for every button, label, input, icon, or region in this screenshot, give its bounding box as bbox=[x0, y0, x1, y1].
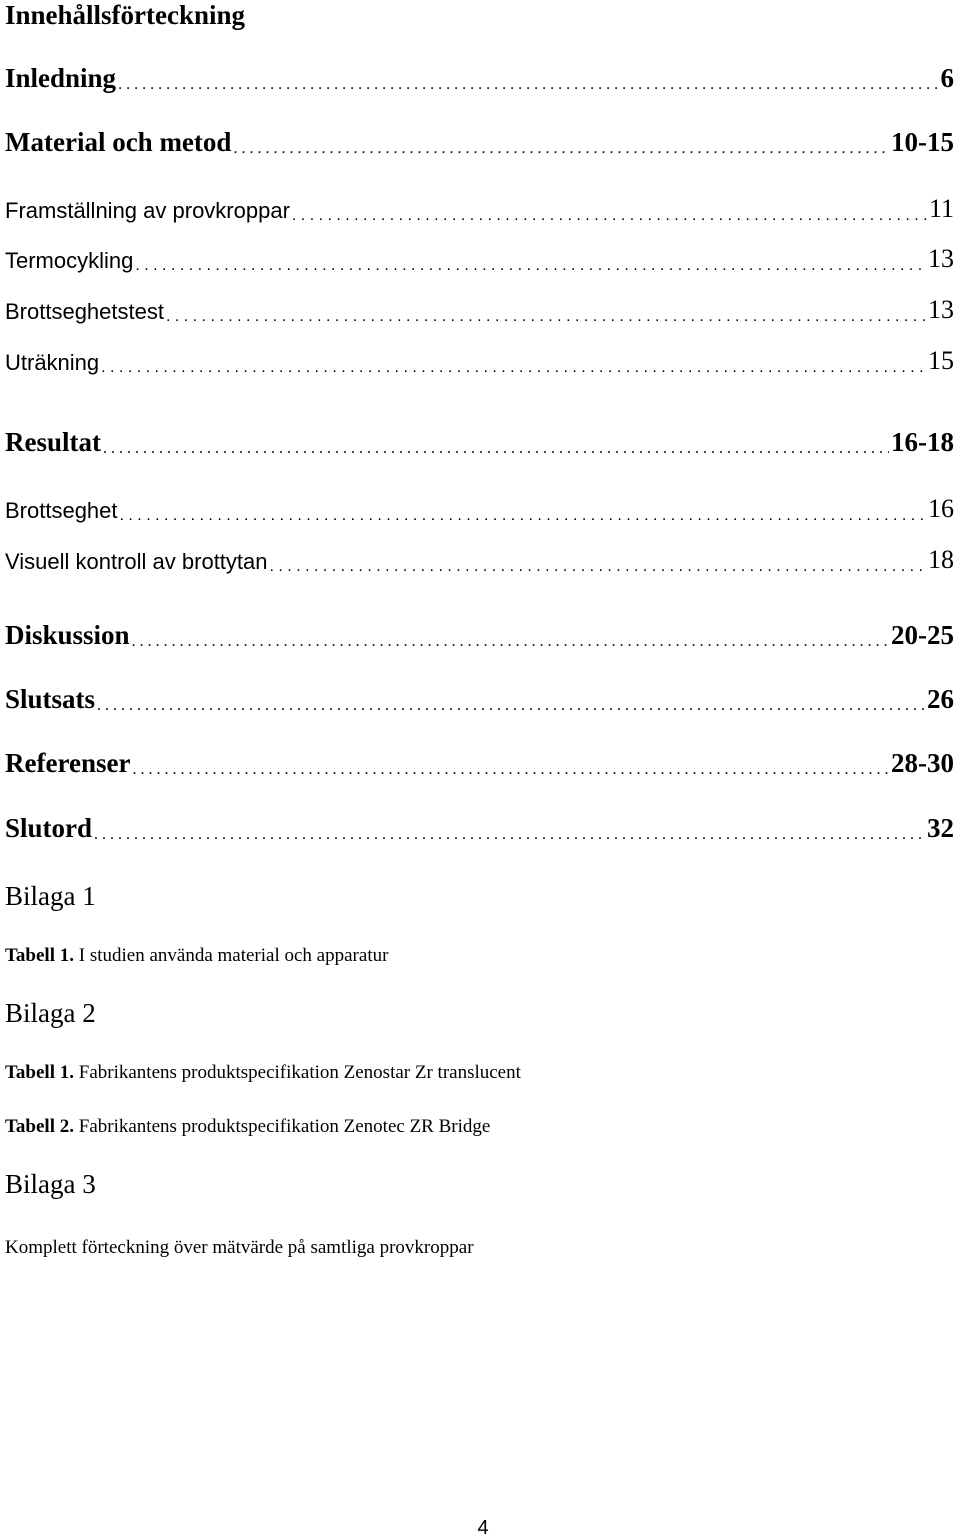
toc-entry-label: Slutsats bbox=[5, 684, 96, 714]
toc-entry-page: 28-30 bbox=[891, 748, 954, 778]
toc-entry-page: 13 bbox=[928, 244, 954, 273]
toc-leader bbox=[132, 624, 889, 651]
appendix-title: Bilaga 1 bbox=[5, 881, 96, 911]
toc-leader bbox=[101, 354, 926, 376]
toc-entry-diskussion[interactable] bbox=[5, 620, 954, 651]
toc-entry-utrakning[interactable] bbox=[5, 346, 954, 376]
toc-entry-termocykling[interactable] bbox=[5, 244, 954, 274]
toc-entry-visuell-kontroll[interactable] bbox=[5, 545, 954, 575]
toc-entry-label: Referenser bbox=[5, 748, 131, 778]
toc-entry-page: 15 bbox=[928, 346, 954, 375]
toc-entry-page: 32 bbox=[927, 813, 954, 843]
toc-leader bbox=[103, 431, 889, 458]
toc-entry-inledning[interactable] bbox=[5, 63, 954, 94]
toc-leader bbox=[135, 252, 926, 274]
toc-entry-label: Visuell kontroll av brottytan bbox=[5, 549, 268, 574]
toc-leader bbox=[233, 131, 889, 158]
toc-entry-label: Diskussion bbox=[5, 620, 130, 650]
toc-entry-label: Slutord bbox=[5, 813, 93, 843]
toc-entry-label: Resultat bbox=[5, 427, 101, 457]
page-number: 4 bbox=[477, 1517, 489, 1539]
toc-entry-page: 26 bbox=[927, 684, 954, 714]
toc-entry-label: Inledning bbox=[5, 63, 117, 93]
toc-entry-page: 16 bbox=[928, 494, 954, 523]
appendix-item bbox=[5, 1116, 954, 1138]
appendix-item-text: Fabrikantens produktspecifikation Zenotec ZR Bridge bbox=[74, 1116, 491, 1137]
toc-entry-referenser[interactable] bbox=[5, 748, 954, 779]
toc-entry-slutord[interactable] bbox=[5, 813, 954, 844]
appendix-item bbox=[5, 1062, 954, 1084]
appendix-item-text: Komplett förteckning över mätvärde på samtliga provkroppar bbox=[5, 1237, 474, 1258]
appendix-item-text: I studien använda material och apparatur bbox=[74, 945, 389, 966]
toc-entry-brottseghetstest[interactable] bbox=[5, 295, 954, 325]
appendix-title: Bilaga 3 bbox=[5, 1169, 96, 1199]
toc-entry-label: Material och metod bbox=[5, 127, 232, 157]
appendix-title: Bilaga 2 bbox=[5, 998, 96, 1028]
toc-heading: Innehållsförteckning bbox=[5, 0, 246, 30]
toc-entry-slutsats[interactable] bbox=[5, 684, 954, 715]
toc-leader bbox=[132, 752, 889, 779]
appendix-item bbox=[5, 945, 954, 967]
toc-leader bbox=[118, 67, 938, 94]
appendix-item-prefix: Tabell 1. bbox=[5, 1062, 74, 1083]
toc-entry-page: 18 bbox=[928, 545, 954, 574]
toc-leader bbox=[120, 502, 926, 524]
toc-leader bbox=[94, 817, 925, 844]
toc-entry-label: Brottseghet bbox=[5, 498, 118, 523]
toc-entry-label: Framställning av provkroppar bbox=[5, 198, 290, 223]
appendix-item-prefix: Tabell 1. bbox=[5, 945, 74, 966]
appendix-item-text: Fabrikantens produktspecifikation Zenostar Zr translucent bbox=[74, 1062, 521, 1083]
toc-leader bbox=[270, 553, 926, 575]
toc-entry-label: Termocykling bbox=[5, 248, 134, 273]
toc-entry-material-och-metod[interactable] bbox=[5, 127, 954, 158]
toc-entry-page: 20-25 bbox=[891, 620, 954, 650]
appendix-item bbox=[5, 1237, 954, 1259]
toc-leader bbox=[166, 303, 926, 325]
toc-entry-page: 16-18 bbox=[891, 427, 954, 457]
toc-entry-page: 11 bbox=[928, 194, 954, 223]
toc-entry-label: Uträkning bbox=[5, 350, 100, 375]
toc-entry-framstallning[interactable] bbox=[5, 194, 954, 224]
toc-entry-brottseghet[interactable] bbox=[5, 494, 954, 524]
toc-entry-label: Brottseghetstest bbox=[5, 299, 164, 324]
toc-entry-resultat[interactable] bbox=[5, 427, 954, 458]
toc-entry-page: 6 bbox=[940, 63, 954, 93]
toc-entry-page: 10-15 bbox=[891, 127, 954, 157]
toc-leader bbox=[292, 202, 927, 224]
toc-entry-page: 13 bbox=[928, 295, 954, 324]
appendix-item-prefix: Tabell 2. bbox=[5, 1116, 74, 1137]
toc-leader bbox=[97, 688, 925, 715]
